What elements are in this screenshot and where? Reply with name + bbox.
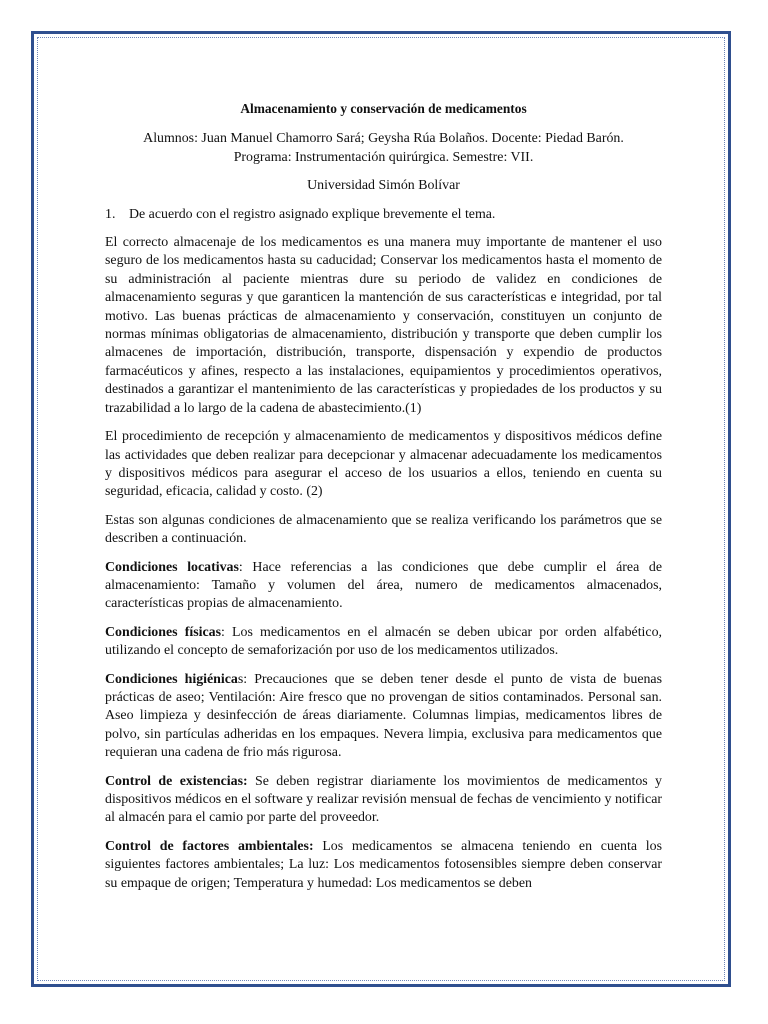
section-locativas-text: : Hace referencias a las condiciones que debe cumplir el área de almacenamiento: Tamaño y volumen del área, numero de medicamentos almacenados, características propias de almacenamiento. [105, 559, 662, 612]
section-fisicas-label: Condiciones físicas [105, 624, 221, 640]
authors-line: Alumnos: Juan Manuel Chamorro Sará; Geysha Rúa Bolaños. Docente: Piedad Barón. [143, 131, 624, 147]
question-item [105, 206, 662, 224]
paragraph-conditions: Estas son algunas condiciones de almacenamiento que se realiza verificando los parámetros que se describen a continuación. [105, 512, 662, 547]
section-ambientales-text: Los medicamentos se almacena teniendo en cuenta los siguientes factores ambientales; La luz: Los medicamentos fotosensibles siempre deben conservar su empaque de origen; Temperatura y humedad: Los medicamentos se deben [105, 838, 662, 891]
paragraph-intro: El correcto almacenaje de los medicamentos es una manera muy importante de mantener el uso seguro de los medicamentos hasta su caducidad; Conservar los medicamentos hasta el momento de su administración al paciente mientras dure su periodo de validez en condiciones de almacenamiento seguras y que garanticen la mantención de sus características e integridad, por tal motivo. Las buenas prácticas de almacenamiento y conservación, constituyen un conjunto de normas mínimas obligatorias de almacenamiento, distribución y transporte que deben cumplir los almacenes de importación, distribución, transporte, dispensación y expendio de productos farmacéuticos y afines, respecto a las instalaciones, equipamientos y procedimientos operativos, destinados a garantizar el mantenimiento de las características y propiedades de los productos y su trazabilidad a lo largo de la cadena de abastecimiento.(1) [105, 235, 662, 416]
program-line: Programa: Instrumentación quirúrgica. Semestre: VII. [233, 149, 534, 165]
section-locativas-label: Condiciones locativas [105, 559, 239, 575]
paragraph-procedure: El procedimiento de recepción y almacenamiento de medicamentos y dispositivos médicos define las actividades que deben realizar para decepcionar y almacenar adecuadamente los medicamentos y dispositivos médicos para asegurar el acceso de los usuarios a ellos, teniendo en cuenta su seguridad, eficacia, calidad y costo. (2) [105, 429, 662, 500]
section-existencias-label: Control de existencias: [105, 773, 248, 789]
section-ambientales-label: Control de factores ambientales: [105, 838, 314, 854]
section-existencias [105, 773, 662, 828]
section-existencias-text: Se deben registrar diariamente los movimientos de medicamentos y dispositivos médicos en el software y realizar revisión mensual de fechas de vencimiento y notificar al almacén para el camio por parte del proveedor. [105, 773, 663, 826]
authors-block [105, 130, 662, 167]
section-fisicas [105, 624, 662, 661]
section-locativas [105, 559, 662, 614]
question-number: 1. [105, 206, 116, 222]
section-higienicas [105, 671, 662, 763]
section-higienicas-text: s: Precauciones que se deben tener desde el punto de vista de buenas prácticas de aseo; Ventilación: Aire fresco que no provengan de sitios contaminados. Personal san. Aseo limpieza y desinfección de áreas diariamente. Columnas limpias, medicamentos libres de polvo, sin partículas adheridas en los empaques. Nevera limpia, exclusiva para medicamentos que requieran una cadena de frio más rigurosa. [105, 671, 663, 761]
document-body [105, 100, 662, 903]
document-title: Almacenamiento y conservación de medicamentos [240, 101, 527, 116]
question-text: De acuerdo con el registro asignado explique brevemente el tema. [129, 206, 496, 222]
section-higienicas-label: Condiciones higiénica [105, 671, 238, 687]
section-fisicas-text: : Los medicamentos en el almacén se deben ubicar por orden alfabético, utilizando el concepto de semaforización por uso de los medicamentos utilizados. [105, 624, 662, 659]
university-name: Universidad Simón Bolívar [307, 178, 460, 194]
section-ambientales [105, 838, 662, 893]
